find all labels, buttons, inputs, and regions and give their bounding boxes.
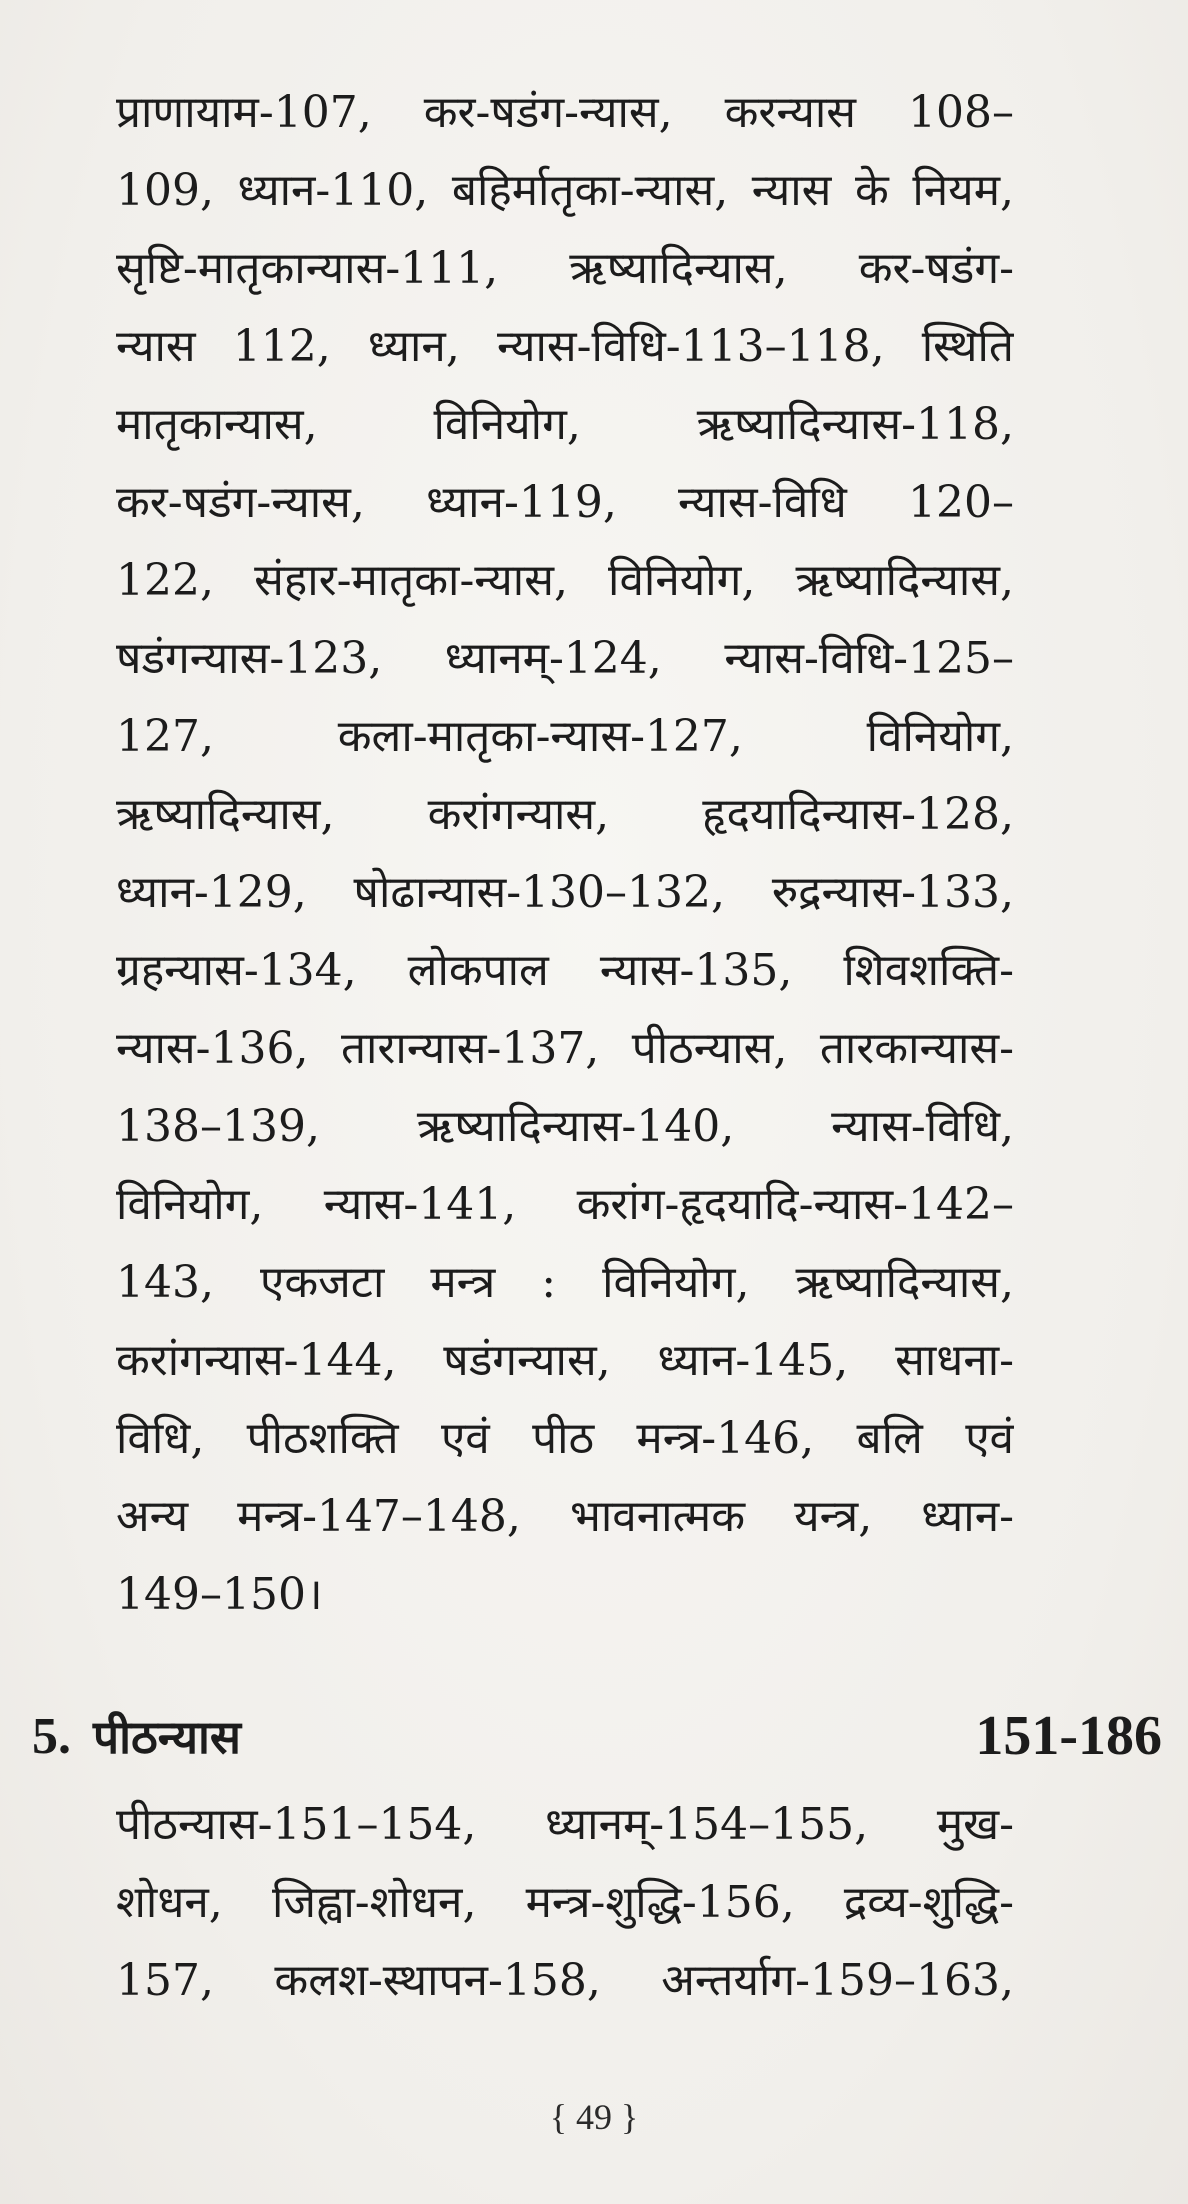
text-line: 143, एकजटा मन्त्र : विनियोग, ऋष्यादिन्यास,	[116, 1257, 1014, 1308]
text-line: न्यास-136, तारान्यास-137, पीठन्यास, तारकान्यास-	[116, 1023, 1014, 1074]
text-line: 122, संहार-मातृका-न्यास, विनियोग, ऋष्यादिन्यास,	[116, 555, 1014, 606]
text-line: षडंगन्यास-123, ध्यानम्-124, न्यास-विधि-125–	[116, 633, 1014, 684]
text-line: पीठन्यास-151–154, ध्यानम्-154–155, मुख-	[116, 1799, 1014, 1850]
section-heading-left	[32, 1705, 241, 1767]
text-line: 149–150।	[116, 1569, 323, 1620]
contents-paragraph-2	[116, 1786, 1014, 2020]
section-number: 5.	[32, 1707, 71, 1765]
text-line: मातृकान्यास, विनियोग, ऋष्यादिन्यास-118,	[116, 399, 1014, 450]
text-line: विधि, पीठशक्ति एवं पीठ मन्त्र-146, बलि एवं	[116, 1413, 1014, 1464]
text-line: 109, ध्यान-110, बहिर्मातृका-न्यास, न्यास के नियम,	[116, 165, 1014, 216]
text-line: 127, कला-मातृका-न्यास-127, विनियोग,	[116, 711, 1014, 762]
text-line: विनियोग, न्यास-141, करांग-हृदयादि-न्यास-142–	[116, 1179, 1014, 1230]
text-line: अन्य मन्त्र-147–148, भावनात्मक यन्त्र, ध्यान-	[116, 1491, 1014, 1542]
contents-paragraph-1	[116, 74, 1014, 1634]
text-line: 138–139, ऋष्यादिन्यास-140, न्यास-विधि,	[116, 1101, 1014, 1152]
text-line: ध्यान-129, षोढान्यास-130–132, रुद्रन्यास-133,	[116, 867, 1014, 918]
text-line: ऋष्यादिन्यास, करांगन्यास, हृदयादिन्यास-128,	[116, 789, 1014, 840]
section-page-range: 151-186	[975, 1705, 1162, 1767]
text-line: सृष्टि-मातृकान्यास-111, ऋष्यादिन्यास, कर-षडंग-	[116, 243, 1014, 294]
page-number: { 49 }	[549, 2097, 639, 2137]
text-line: 157, कलश-स्थापन-158, अन्तर्याग-159–163,	[116, 1955, 1014, 2006]
text-line: कर-षडंग-न्यास, ध्यान-119, न्यास-विधि 120–	[116, 477, 1014, 528]
text-line: प्राणायाम-107, कर-षडंग-न्यास, करन्यास 108–	[116, 87, 1014, 138]
text-line: ग्रहन्यास-134, लोकपाल न्यास-135, शिवशक्ति-	[116, 945, 1014, 996]
text-line: शोधन, जिह्वा-शोधन, मन्त्र-शुद्धि-156, द्रव्य-शुद्धि-	[116, 1877, 1014, 1928]
section-title: पीठन्यास	[93, 1710, 242, 1764]
section-heading	[32, 1686, 1162, 1786]
text-line: न्यास 112, ध्यान, न्यास-विधि-113–118, स्थिति	[116, 321, 1014, 372]
text-line: करांगन्यास-144, षडंगन्यास, ध्यान-145, साधना-	[116, 1335, 1014, 1386]
